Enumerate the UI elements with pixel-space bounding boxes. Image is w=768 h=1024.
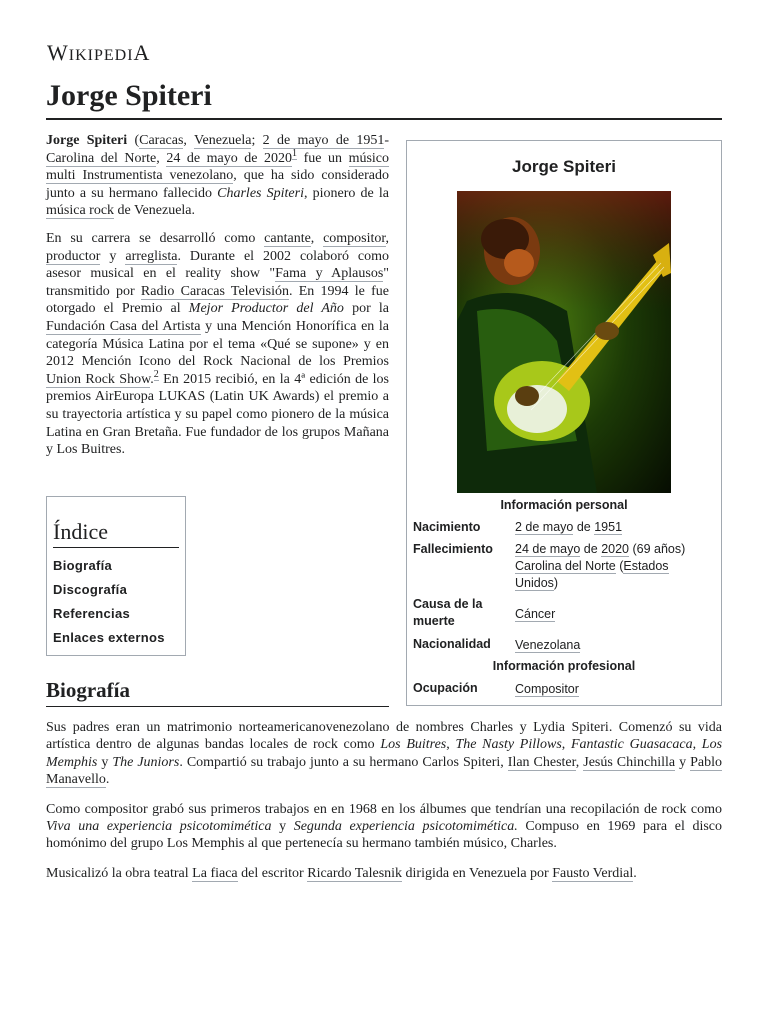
label-ocupacion: Ocupación [413,681,478,695]
table-of-contents [46,496,186,656]
link-fama-y-aplausos[interactable]: Fama y Aplausos [275,266,384,282]
link-carolina-del-norte[interactable]: Carolina del Norte [46,150,157,166]
label-causa-muerte: Causa de la muerte [413,597,483,628]
link-1951[interactable]: 1951 [594,520,623,534]
link-arreglista[interactable]: arreglista [125,248,178,264]
biografia-section [46,719,722,894]
subject-name: Jorge Spiteri [46,133,128,148]
link-venezuela[interactable]: Venezuela [193,133,252,148]
biografia-paragraph-2: Como compositor grabó sus primeros trabajos en en 1968 en los álbumes que tendrían una recopilación de rock como Viva una experiencia psicotomimética y Segunda experiencia psicotomimética. Compuso en 1969 para el disco homónimo del grupo Los Memphis al que pertenecía su hermano también músico, Charles. [46,801,723,852]
toc-item-referencias[interactable]: Referencias [53,606,131,621]
value-ocupacion [515,681,715,698]
link-2020[interactable]: 2020 [601,542,629,556]
section-informacion-profesional: Información profesional [492,659,636,673]
link-2-de-mayo[interactable]: 2 de mayo [515,520,574,534]
charles-spiteri-italic: Charles Spiteri [217,185,304,201]
label-nacimiento: Nacimiento [413,520,481,534]
link-birth-date[interactable]: 2 de mayo de 1951 [262,133,385,148]
link-jesus-chinchilla[interactable]: Jesús Chinchilla [583,754,676,770]
value-nacimiento: 2 de mayo de 1951 [515,520,623,534]
link-musico[interactable]: músico multi Instrumentista venezolano [46,150,390,184]
lead-paragraph-2: En su carrera se desarrolló como cantante, compositor, productor y arreglista. Durante el 2002 colaboró como asesor musical en el reality show "Fama y Aplausos" transmitido por Radio Caracas Televisión. En 1994 le fue otorgado el Premio al Mejor Productor del Año por la Fundación Casa del Artista y una Mención Honorífica en la categoría Música Latina por el tema «Qué se supone» y en 2012 Mención Icono del Rock Nacional de los Premios Union Rock Show.$^2$ En 2015 recibió, en la 4ª edición de los premios AirEuropa LUKAS (Latin UK Awards) el premio a su trayectoria artística y su papel como pionero de la música Latina en Gran Bretaña. Fue fundador de los grupos Mañana y Los Buitres. [46,230,390,458]
link-fundacion[interactable]: Fundación Casa del Artista [46,318,201,334]
toc-title: Índice [53,517,179,548]
link-compositor[interactable]: compositor [323,230,386,246]
link-productor[interactable]: productor [46,248,101,264]
section-informacion-personal: Información personal [500,498,628,512]
reference-1[interactable]: 1 [292,147,298,159]
wikipedia-wordmark[interactable] [47,40,150,66]
link-union-rock-show[interactable]: Union Rock Show [46,371,151,387]
biografia-paragraph-3: Musicalizó la obra teatral La fiaca del escritor Ricardo Talesnik dirigida en Venezuela por Fausto Verdial. [46,865,637,881]
link-estados-unidos[interactable]: Estados Unidos [515,559,669,590]
page-title: Jorge Spiteri [46,78,722,120]
link-musica-rock[interactable]: música rock [46,203,115,219]
toc-item-biografia[interactable]: Biografía [53,558,113,573]
reference-2[interactable]: 2 [153,369,159,381]
award-name-italic: Mejor Productor del Año [188,301,344,317]
value-nacionalidad [515,637,715,654]
lead-paragraph-1: Jorge Spiteri (Caracas, Venezuela; 2 de mayo de 1951-Carolina del Norte, 24 de mayo de 2020$^1$ fue un músico multi Instrumentista venezolano, que ha sido considerado junto a su hermano fallecido Charles Spiteri, pionero de la música rock de Venezuela. [46,133,390,219]
link-24-de-mayo[interactable]: 24 de mayo [515,542,581,556]
label-fallecimiento: Fallecimiento [413,542,493,556]
toc-item-enlaces-externos[interactable]: Enlaces externos [53,630,165,645]
link-ilan-chester[interactable]: Ilan Chester [507,754,576,770]
link-carolina-del-norte-infobox[interactable]: Carolina del Norte [515,559,616,573]
value-causa-muerte [515,606,715,623]
link-death-date[interactable]: 24 de mayo de 2020 [166,150,293,166]
wordmark-final: A [133,40,151,65]
wordmark-middle: IKIPEDI [68,47,134,64]
infobox-title: Jorge Spiteri [512,157,616,176]
toc-item-discografia[interactable]: Discografía [53,582,128,597]
lead-section [46,132,389,469]
link-venezolana[interactable]: Venezolana [515,638,581,652]
biografia-paragraph-1: Sus padres eran un matrimonio norteamericanovenezolano de nombres Charles y Lydia Spiteri. Comenzó su vida artística dentro de algunas bandas locales de rock como Los Buitres, The Nasty Pillows, Fantastic Guasacaca, Los Memphis y The Juniors. Compartió su trabajo junto a su hermano Carlos Spiteri, Ilan Chester, Jesús Chinchilla y Pablo Manavello. [46,720,723,788]
link-caracas[interactable]: Caracas [139,133,184,148]
label-nacionalidad: Nacionalidad [413,637,491,651]
link-la-fiaca[interactable]: La fiaca [192,865,238,881]
link-compositor-infobox[interactable]: Compositor [515,682,579,696]
link-ricardo-talesnik[interactable]: Ricardo Talesnik [307,865,403,881]
link-pablo-manavello[interactable]: Pablo Manavello [46,754,723,788]
wordmark-initial: W [47,40,69,65]
heading-biografia: Biografía [46,676,389,707]
value-fallecimiento: 24 de mayo de 2020 (69 años) Carolina del Norte (Estados Unidos) [515,542,686,590]
infobox [406,140,722,706]
link-rctv[interactable]: Radio Caracas Televisión [140,283,290,299]
link-fausto-verdial[interactable]: Fausto Verdial [552,865,634,881]
link-cantante[interactable]: cantante [264,230,311,246]
link-cancer[interactable]: Cáncer [515,607,556,621]
portrait-photo[interactable] [457,191,671,493]
